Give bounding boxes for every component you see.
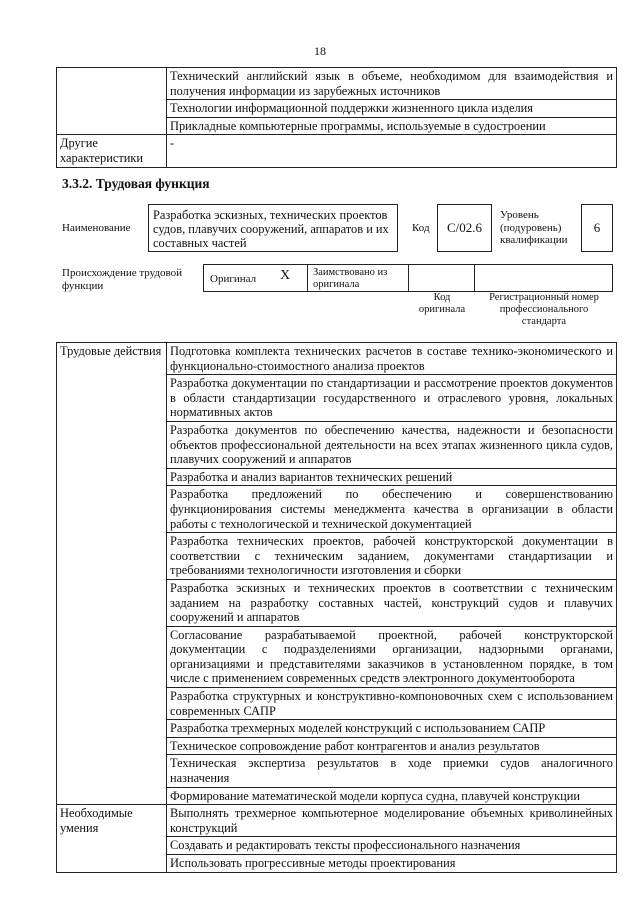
code-label: Код <box>412 222 430 234</box>
knowledge-item: Технологии информационной поддержки жизненного цикла изделия <box>167 100 617 118</box>
name-label: Наименование <box>62 222 131 234</box>
code-value: С/02.6 <box>446 220 483 235</box>
knowledge-table <box>56 67 617 168</box>
actions-label: Трудовые действия <box>57 343 167 805</box>
reg-number-caption: Регистрационный номер профессионального стандарта <box>489 292 599 327</box>
other-characteristics-label: Другие характеристики <box>57 135 167 167</box>
origin-label: Происхождение трудовой функции <box>62 267 183 292</box>
function-name-box <box>148 204 398 252</box>
level-value: 6 <box>593 220 601 235</box>
skill-item: Выполнять трехмерное компьютерное моделирование объемных криволинейных конструкций <box>167 805 617 837</box>
action-item: Разработка эскизных и технических проектов в соответствии с техническим заданием на разработку составных частей, конструкций судов и плавучих сооружений и аппаратов <box>167 579 617 626</box>
function-name: Разработка эскизных, технических проектов судов, плавучих сооружений, аппаратов и их составных частей <box>153 208 389 250</box>
action-item: Разработка документов по обеспечению качества, надежности и безопасности объектов профессиональной деятельности на всех этапах жизненного цикла судов, плавучих сооружений и аппаратов <box>167 421 617 468</box>
action-item: Техническая экспертиза результатов в ходе приемки судов аналогичного назначения <box>167 755 617 787</box>
code-box <box>437 204 492 252</box>
section-title: 3.3.2. Трудовая функция <box>62 176 210 191</box>
labor-actions-table <box>56 342 617 873</box>
action-item: Разработка и анализ вариантов технических решений <box>167 468 617 486</box>
action-item: Разработка трехмерных моделей конструкций с использованием САПР <box>167 720 617 738</box>
action-item: Разработка технических проектов, рабочей конструкторской документации в соответствии с техническим заданием, документами стандартизации и требованиями технологичности изготовления и сборки <box>167 533 617 580</box>
action-item: Формирование математической модели корпуса судна, плавучей конструкции <box>167 787 617 805</box>
table-row <box>57 68 617 100</box>
action-item: Разработка документации по стандартизации и рассмотрение проектов документов в области стандартизации государственного и отраслевого уровня, локальных нормативных актов <box>167 375 617 422</box>
action-item: Подготовка комплекта технических расчетов в составе технико-экономического и функционально-стоимостного анализа проектов <box>167 343 617 375</box>
knowledge-item: Технический английский язык в объеме, необходимом для взаимодействия и получения информации из зарубежных источников <box>167 68 617 100</box>
table-row <box>57 135 617 167</box>
skills-label: Необходимые умения <box>57 805 167 872</box>
origin-code-cell <box>408 264 475 292</box>
original-label: Оригинал <box>210 273 257 285</box>
action-item: Согласование разрабатываемой проектной, рабочей конструкторской документации с подразделениями организации, надзорными органами, организациями и представителями заказчиков в установленном порядке, в том числе с применением современных средств электронного документооборота <box>167 626 617 687</box>
level-box <box>581 204 613 252</box>
knowledge-item: Прикладные компьютерные программы, используемые в судостроении <box>167 117 617 135</box>
origin-reg-cell <box>474 264 613 292</box>
action-item: Разработка предложений по обеспечению и совершенствованию функционирования системы менеджмента качества в организации в области работы с технологической и технической документацией <box>167 486 617 533</box>
action-item: Разработка структурных и конструктивно-компоновочных схем с использованием современных САПР <box>167 688 617 720</box>
skill-item: Использовать прогрессивные методы проектирования <box>167 855 617 873</box>
origin-original-cell <box>203 264 308 292</box>
original-mark: X <box>280 268 291 283</box>
empty-label-cell <box>57 68 167 135</box>
level-label: Уровень (подуровень) квалификации <box>500 209 568 246</box>
code-original-caption: Код оригинала <box>418 292 466 315</box>
action-item: Техническое сопровождение работ контрагентов и анализ результатов <box>167 737 617 755</box>
origin-borrowed-cell <box>307 264 409 292</box>
page-number: 18 <box>314 44 326 58</box>
table-row <box>57 805 617 837</box>
skill-item: Создавать и редактировать тексты профессионального назначения <box>167 837 617 855</box>
other-characteristics-value: - <box>167 135 617 167</box>
table-row <box>57 343 617 375</box>
borrowed-label: Заимствовано из оригинала <box>313 267 388 290</box>
